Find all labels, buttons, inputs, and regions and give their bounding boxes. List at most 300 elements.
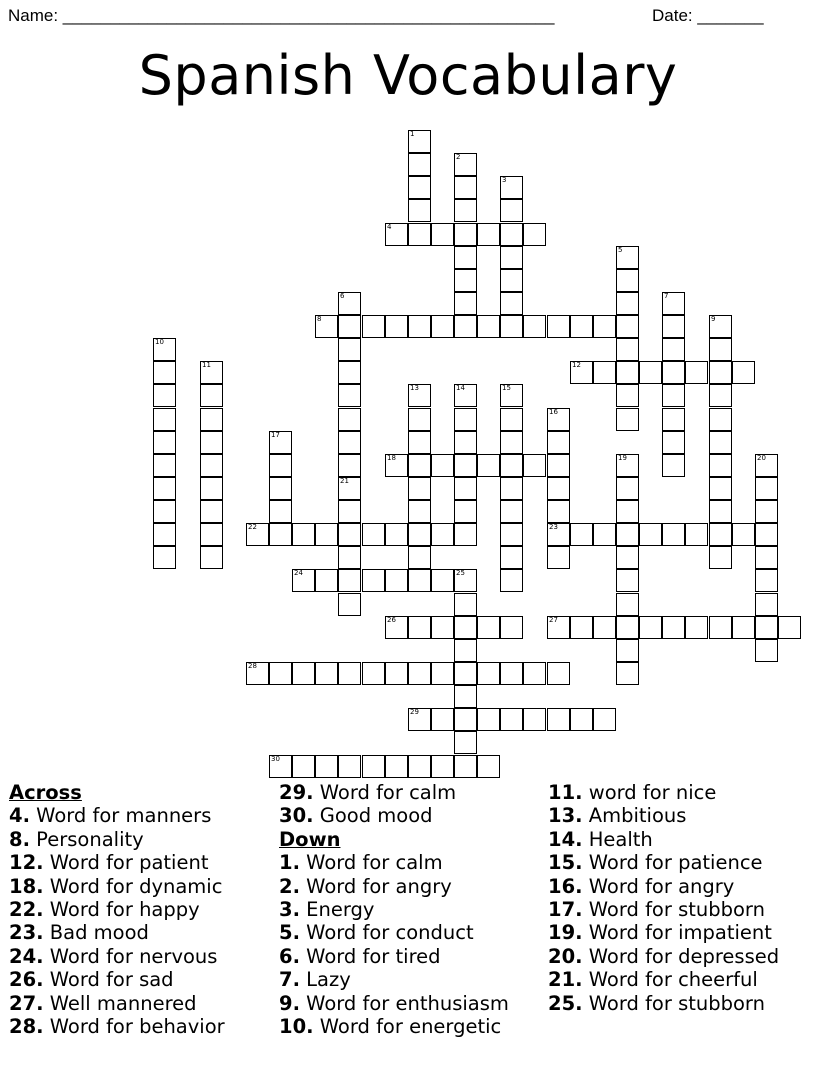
grid-cell[interactable] <box>246 662 269 685</box>
grid-cell[interactable] <box>338 384 361 407</box>
grid-cell[interactable] <box>547 662 570 685</box>
clue-item <box>9 804 211 827</box>
grid-cell[interactable] <box>709 408 732 431</box>
grid-cell[interactable] <box>593 315 616 338</box>
clue-item-text: Word for tired <box>299 945 441 968</box>
grid-cell[interactable] <box>570 361 593 384</box>
grid-cell[interactable] <box>338 593 361 616</box>
clue-number: 6 <box>340 292 345 300</box>
clue-item-text: Ambitious <box>582 804 687 827</box>
grid-cell[interactable] <box>454 431 477 454</box>
grid-cell[interactable] <box>709 616 732 639</box>
grid-cell[interactable] <box>616 616 639 639</box>
grid-cell[interactable] <box>616 569 639 592</box>
grid-cell[interactable] <box>732 523 755 546</box>
grid-cell[interactable] <box>616 662 639 685</box>
grid-cell[interactable] <box>153 454 176 477</box>
grid-cell[interactable] <box>292 662 315 685</box>
grid-cell[interactable] <box>315 523 338 546</box>
grid-cell[interactable] <box>755 569 778 592</box>
grid-cell[interactable] <box>500 246 523 269</box>
grid-cell[interactable] <box>500 292 523 315</box>
grid-cell[interactable] <box>408 315 431 338</box>
clue-item <box>279 781 456 804</box>
grid-cell[interactable] <box>246 523 269 546</box>
grid-cell[interactable] <box>315 662 338 685</box>
clue-number: 1 <box>410 130 415 138</box>
date-field-label: Date: _______ <box>652 6 764 25</box>
grid-cell[interactable] <box>153 408 176 431</box>
grid-cell[interactable] <box>408 616 431 639</box>
grid-cell[interactable] <box>523 223 546 246</box>
grid-cell[interactable] <box>431 569 454 592</box>
grid-cell[interactable] <box>338 662 361 685</box>
grid-cell[interactable] <box>338 338 361 361</box>
grid-cell[interactable] <box>500 500 523 523</box>
grid-cell[interactable] <box>477 315 500 338</box>
clue-item-number: 13. <box>548 804 583 827</box>
grid-cell[interactable] <box>454 639 477 662</box>
grid-cell[interactable] <box>362 523 385 546</box>
grid-cell[interactable] <box>547 500 570 523</box>
grid-cell[interactable] <box>292 523 315 546</box>
grid-cell[interactable] <box>709 361 732 384</box>
grid-cell[interactable] <box>153 361 176 384</box>
grid-cell[interactable] <box>292 755 315 778</box>
grid-cell[interactable] <box>454 477 477 500</box>
grid-cell[interactable] <box>616 500 639 523</box>
grid-cell[interactable] <box>315 569 338 592</box>
grid-cell[interactable] <box>454 199 477 222</box>
clue-item <box>548 828 653 851</box>
grid-cell[interactable] <box>315 315 338 338</box>
grid-cell[interactable] <box>385 569 408 592</box>
grid-cell[interactable] <box>431 755 454 778</box>
grid-cell[interactable] <box>200 384 223 407</box>
grid-cell[interactable] <box>639 523 662 546</box>
grid-cell[interactable] <box>454 223 477 246</box>
grid-cell[interactable] <box>662 454 685 477</box>
grid-cell[interactable] <box>454 523 477 546</box>
grid-cell[interactable] <box>408 662 431 685</box>
grid-cell[interactable] <box>362 755 385 778</box>
grid-cell[interactable] <box>385 454 408 477</box>
clue-item <box>548 851 763 874</box>
grid-cell[interactable] <box>500 477 523 500</box>
section-heading-across: Across <box>9 781 82 804</box>
clue-number: 19 <box>618 454 627 462</box>
grid-cell[interactable] <box>477 616 500 639</box>
grid-cell[interactable] <box>269 523 292 546</box>
clue-item <box>548 968 758 991</box>
clue-item-text: Word for calm <box>313 781 457 804</box>
grid-cell[interactable] <box>500 269 523 292</box>
grid-cell[interactable] <box>500 569 523 592</box>
grid-cell[interactable] <box>685 361 708 384</box>
grid-cell[interactable] <box>570 616 593 639</box>
grid-cell[interactable] <box>454 269 477 292</box>
grid-cell[interactable] <box>408 153 431 176</box>
grid-cell[interactable] <box>338 361 361 384</box>
clue-item-text: Word for angry <box>299 875 452 898</box>
grid-cell[interactable] <box>200 523 223 546</box>
clue-item <box>279 945 441 968</box>
grid-cell[interactable] <box>755 546 778 569</box>
grid-cell[interactable] <box>662 408 685 431</box>
grid-cell[interactable] <box>477 454 500 477</box>
grid-cell[interactable] <box>547 546 570 569</box>
clue-item-number: 16. <box>548 875 583 898</box>
grid-cell[interactable] <box>454 616 477 639</box>
grid-cell[interactable] <box>709 500 732 523</box>
grid-cell[interactable] <box>616 246 639 269</box>
grid-cell[interactable] <box>153 477 176 500</box>
grid-cell[interactable] <box>709 431 732 454</box>
grid-cell[interactable] <box>547 616 570 639</box>
grid-cell[interactable] <box>200 454 223 477</box>
grid-cell[interactable] <box>454 685 477 708</box>
clue-number: 26 <box>387 616 396 624</box>
grid-cell[interactable] <box>454 292 477 315</box>
grid-cell[interactable] <box>200 361 223 384</box>
grid-cell[interactable] <box>454 500 477 523</box>
grid-cell[interactable] <box>362 569 385 592</box>
grid-cell[interactable] <box>408 477 431 500</box>
clue-number: 22 <box>248 523 257 531</box>
grid-cell[interactable] <box>523 315 546 338</box>
clue-number: 5 <box>618 246 623 254</box>
grid-cell[interactable] <box>454 454 477 477</box>
clue-item-number: 29. <box>279 781 314 804</box>
grid-cell[interactable] <box>385 523 408 546</box>
clue-number: 30 <box>271 755 280 763</box>
grid-cell[interactable] <box>616 338 639 361</box>
grid-cell[interactable] <box>454 731 477 754</box>
clue-number: 10 <box>155 338 164 346</box>
grid-cell[interactable] <box>477 708 500 731</box>
clue-item <box>548 992 765 1015</box>
clue-item <box>279 898 374 921</box>
grid-cell[interactable] <box>616 315 639 338</box>
grid-cell[interactable] <box>709 477 732 500</box>
clue-item <box>9 968 174 991</box>
grid-cell[interactable] <box>500 384 523 407</box>
grid-cell[interactable] <box>732 361 755 384</box>
clue-item-text: Word for dynamic <box>43 875 223 898</box>
grid-cell[interactable] <box>547 431 570 454</box>
grid-cell[interactable] <box>200 477 223 500</box>
grid-cell[interactable] <box>593 523 616 546</box>
grid-cell[interactable] <box>338 546 361 569</box>
grid-cell[interactable] <box>755 500 778 523</box>
clue-item-number: 25. <box>548 992 583 1015</box>
grid-cell[interactable] <box>755 593 778 616</box>
clue-item-number: 21. <box>548 968 583 991</box>
grid-cell[interactable] <box>431 523 454 546</box>
grid-cell[interactable] <box>408 431 431 454</box>
grid-cell[interactable] <box>662 616 685 639</box>
clue-number: 23 <box>549 523 558 531</box>
grid-cell[interactable] <box>338 315 361 338</box>
clue-item-number: 1. <box>279 851 300 874</box>
grid-cell[interactable] <box>500 199 523 222</box>
section-heading-down: Down <box>279 828 341 851</box>
grid-cell[interactable] <box>685 616 708 639</box>
grid-cell[interactable] <box>477 223 500 246</box>
clue-number: 2 <box>456 153 461 161</box>
grid-cell[interactable] <box>616 384 639 407</box>
grid-cell[interactable] <box>269 477 292 500</box>
grid-cell[interactable] <box>547 708 570 731</box>
grid-cell[interactable] <box>616 292 639 315</box>
grid-cell[interactable] <box>454 593 477 616</box>
grid-cell[interactable] <box>616 546 639 569</box>
grid-cell[interactable] <box>454 569 477 592</box>
clue-item-number: 10. <box>279 1015 314 1038</box>
grid-cell[interactable] <box>639 361 662 384</box>
grid-cell[interactable] <box>547 523 570 546</box>
clue-item-text: Word for patience <box>582 851 763 874</box>
grid-cell[interactable] <box>454 176 477 199</box>
grid-cell[interactable] <box>570 708 593 731</box>
grid-cell[interactable] <box>408 708 431 731</box>
clue-item-text: Word for enthusiasm <box>299 992 509 1015</box>
grid-cell[interactable] <box>338 292 361 315</box>
grid-cell[interactable] <box>709 315 732 338</box>
grid-cell[interactable] <box>616 639 639 662</box>
grid-cell[interactable] <box>408 176 431 199</box>
grid-cell[interactable] <box>523 662 546 685</box>
grid-cell[interactable] <box>338 454 361 477</box>
grid-cell[interactable] <box>385 223 408 246</box>
grid-cell[interactable] <box>685 523 708 546</box>
grid-cell[interactable] <box>408 384 431 407</box>
grid-cell[interactable] <box>454 246 477 269</box>
grid-cell[interactable] <box>755 454 778 477</box>
clue-number: 21 <box>340 477 349 485</box>
clue-number: 24 <box>294 569 303 577</box>
grid-cell[interactable] <box>477 755 500 778</box>
clue-item-number: 17. <box>548 898 583 921</box>
clue-item <box>9 945 217 968</box>
grid-cell[interactable] <box>500 616 523 639</box>
grid-cell[interactable] <box>362 315 385 338</box>
grid-cell[interactable] <box>500 315 523 338</box>
clue-item-text: Word for energetic <box>313 1015 502 1038</box>
grid-cell[interactable] <box>500 662 523 685</box>
grid-cell[interactable] <box>616 361 639 384</box>
grid-cell[interactable] <box>362 662 385 685</box>
grid-cell[interactable] <box>755 523 778 546</box>
grid-cell[interactable] <box>593 361 616 384</box>
grid-cell[interactable] <box>338 500 361 523</box>
grid-cell[interactable] <box>616 477 639 500</box>
grid-cell[interactable] <box>200 408 223 431</box>
grid-cell[interactable] <box>755 477 778 500</box>
clue-item <box>279 804 433 827</box>
clue-item-number: 18. <box>9 875 44 898</box>
grid-cell[interactable] <box>408 454 431 477</box>
grid-cell[interactable] <box>709 384 732 407</box>
clue-number: 14 <box>456 384 465 392</box>
grid-cell[interactable] <box>408 755 431 778</box>
grid-cell[interactable] <box>408 546 431 569</box>
grid-cell[interactable] <box>662 338 685 361</box>
grid-cell[interactable] <box>200 500 223 523</box>
grid-cell[interactable] <box>662 384 685 407</box>
grid-cell[interactable] <box>408 569 431 592</box>
clue-item <box>9 875 222 898</box>
grid-cell[interactable] <box>755 616 778 639</box>
grid-cell[interactable] <box>408 500 431 523</box>
grid-cell[interactable] <box>338 477 361 500</box>
grid-cell[interactable] <box>385 662 408 685</box>
grid-cell[interactable] <box>662 361 685 384</box>
grid-cell[interactable] <box>454 384 477 407</box>
grid-cell[interactable] <box>431 708 454 731</box>
clue-number: 25 <box>456 569 465 577</box>
grid-cell[interactable] <box>477 662 500 685</box>
grid-cell[interactable] <box>338 569 361 592</box>
grid-cell[interactable] <box>662 523 685 546</box>
grid-cell[interactable] <box>292 569 315 592</box>
grid-cell[interactable] <box>523 708 546 731</box>
grid-cell[interactable] <box>500 408 523 431</box>
grid-cell[interactable] <box>454 153 477 176</box>
grid-cell[interactable] <box>454 708 477 731</box>
clue-item-text: Bad mood <box>43 921 149 944</box>
clue-item-text: Word for calm <box>299 851 443 874</box>
grid-cell[interactable] <box>616 408 639 431</box>
grid-cell[interactable] <box>616 593 639 616</box>
grid-cell[interactable] <box>732 616 755 639</box>
clue-item <box>279 1015 501 1038</box>
grid-cell[interactable] <box>431 454 454 477</box>
clue-item <box>548 781 716 804</box>
clue-item-number: 15. <box>548 851 583 874</box>
grid-cell[interactable] <box>500 176 523 199</box>
clue-item-text: Word for happy <box>43 898 200 921</box>
grid-cell[interactable] <box>755 639 778 662</box>
grid-cell[interactable] <box>385 616 408 639</box>
grid-cell[interactable] <box>547 408 570 431</box>
grid-cell[interactable] <box>593 616 616 639</box>
grid-cell[interactable] <box>431 616 454 639</box>
grid-cell[interactable] <box>269 431 292 454</box>
clue-item-number: 22. <box>9 898 44 921</box>
grid-cell[interactable] <box>500 431 523 454</box>
grid-cell[interactable] <box>616 269 639 292</box>
clue-item <box>279 992 509 1015</box>
grid-cell[interactable] <box>385 755 408 778</box>
grid-cell[interactable] <box>269 755 292 778</box>
grid-cell[interactable] <box>778 616 801 639</box>
grid-cell[interactable] <box>570 315 593 338</box>
grid-cell[interactable] <box>431 223 454 246</box>
grid-cell[interactable] <box>639 616 662 639</box>
grid-cell[interactable] <box>547 315 570 338</box>
grid-cell[interactable] <box>709 546 732 569</box>
grid-cell[interactable] <box>616 454 639 477</box>
grid-cell[interactable] <box>200 546 223 569</box>
grid-cell[interactable] <box>454 408 477 431</box>
grid-cell[interactable] <box>315 755 338 778</box>
grid-cell[interactable] <box>431 315 454 338</box>
grid-cell[interactable] <box>662 431 685 454</box>
clue-number: 28 <box>248 662 257 670</box>
grid-cell[interactable] <box>269 500 292 523</box>
clue-item <box>279 968 351 991</box>
grid-cell[interactable] <box>454 662 477 685</box>
grid-cell[interactable] <box>269 662 292 685</box>
grid-cell[interactable] <box>523 454 546 477</box>
clue-item-text: Word for angry <box>582 875 735 898</box>
grid-cell[interactable] <box>547 477 570 500</box>
grid-cell[interactable] <box>385 315 408 338</box>
grid-cell[interactable] <box>500 546 523 569</box>
grid-cell[interactable] <box>200 431 223 454</box>
grid-cell[interactable] <box>408 408 431 431</box>
clue-number: 16 <box>549 408 558 416</box>
grid-cell[interactable] <box>338 431 361 454</box>
grid-cell[interactable] <box>408 199 431 222</box>
grid-cell[interactable] <box>500 454 523 477</box>
clue-column-2 <box>279 781 541 1071</box>
grid-cell[interactable] <box>153 384 176 407</box>
grid-cell[interactable] <box>338 523 361 546</box>
grid-cell[interactable] <box>153 523 176 546</box>
page-title: Spanish Vocabulary <box>138 44 678 107</box>
grid-cell[interactable] <box>662 292 685 315</box>
grid-cell[interactable] <box>709 523 732 546</box>
clue-item <box>9 898 200 921</box>
grid-cell[interactable] <box>454 755 477 778</box>
grid-cell[interactable] <box>408 130 431 153</box>
grid-cell[interactable] <box>500 223 523 246</box>
clue-item-text: Word for impatient <box>582 921 772 944</box>
clue-number: 8 <box>317 315 322 323</box>
grid-cell[interactable] <box>616 523 639 546</box>
grid-cell[interactable] <box>662 315 685 338</box>
grid-cell[interactable] <box>500 523 523 546</box>
grid-cell[interactable] <box>153 500 176 523</box>
grid-cell[interactable] <box>709 338 732 361</box>
grid-cell[interactable] <box>547 454 570 477</box>
clue-number: 7 <box>664 292 669 300</box>
grid-cell[interactable] <box>153 338 176 361</box>
clue-number: 9 <box>711 315 716 323</box>
grid-cell[interactable] <box>454 315 477 338</box>
grid-cell[interactable] <box>500 708 523 731</box>
grid-cell[interactable] <box>709 454 732 477</box>
grid-cell[interactable] <box>570 523 593 546</box>
grid-cell[interactable] <box>593 708 616 731</box>
grid-cell[interactable] <box>431 662 454 685</box>
clue-item-number: 27. <box>9 992 44 1015</box>
clue-number: 13 <box>410 384 419 392</box>
clue-item <box>548 945 779 968</box>
grid-cell[interactable] <box>153 431 176 454</box>
grid-cell[interactable] <box>408 223 431 246</box>
grid-cell[interactable] <box>338 755 361 778</box>
grid-cell[interactable] <box>408 523 431 546</box>
grid-cell[interactable] <box>269 454 292 477</box>
clue-item <box>9 828 144 851</box>
clue-item-text: Word for stubborn <box>582 898 765 921</box>
grid-cell[interactable] <box>338 408 361 431</box>
grid-cell[interactable] <box>153 546 176 569</box>
clue-item-text: Word for stubborn <box>582 992 765 1015</box>
